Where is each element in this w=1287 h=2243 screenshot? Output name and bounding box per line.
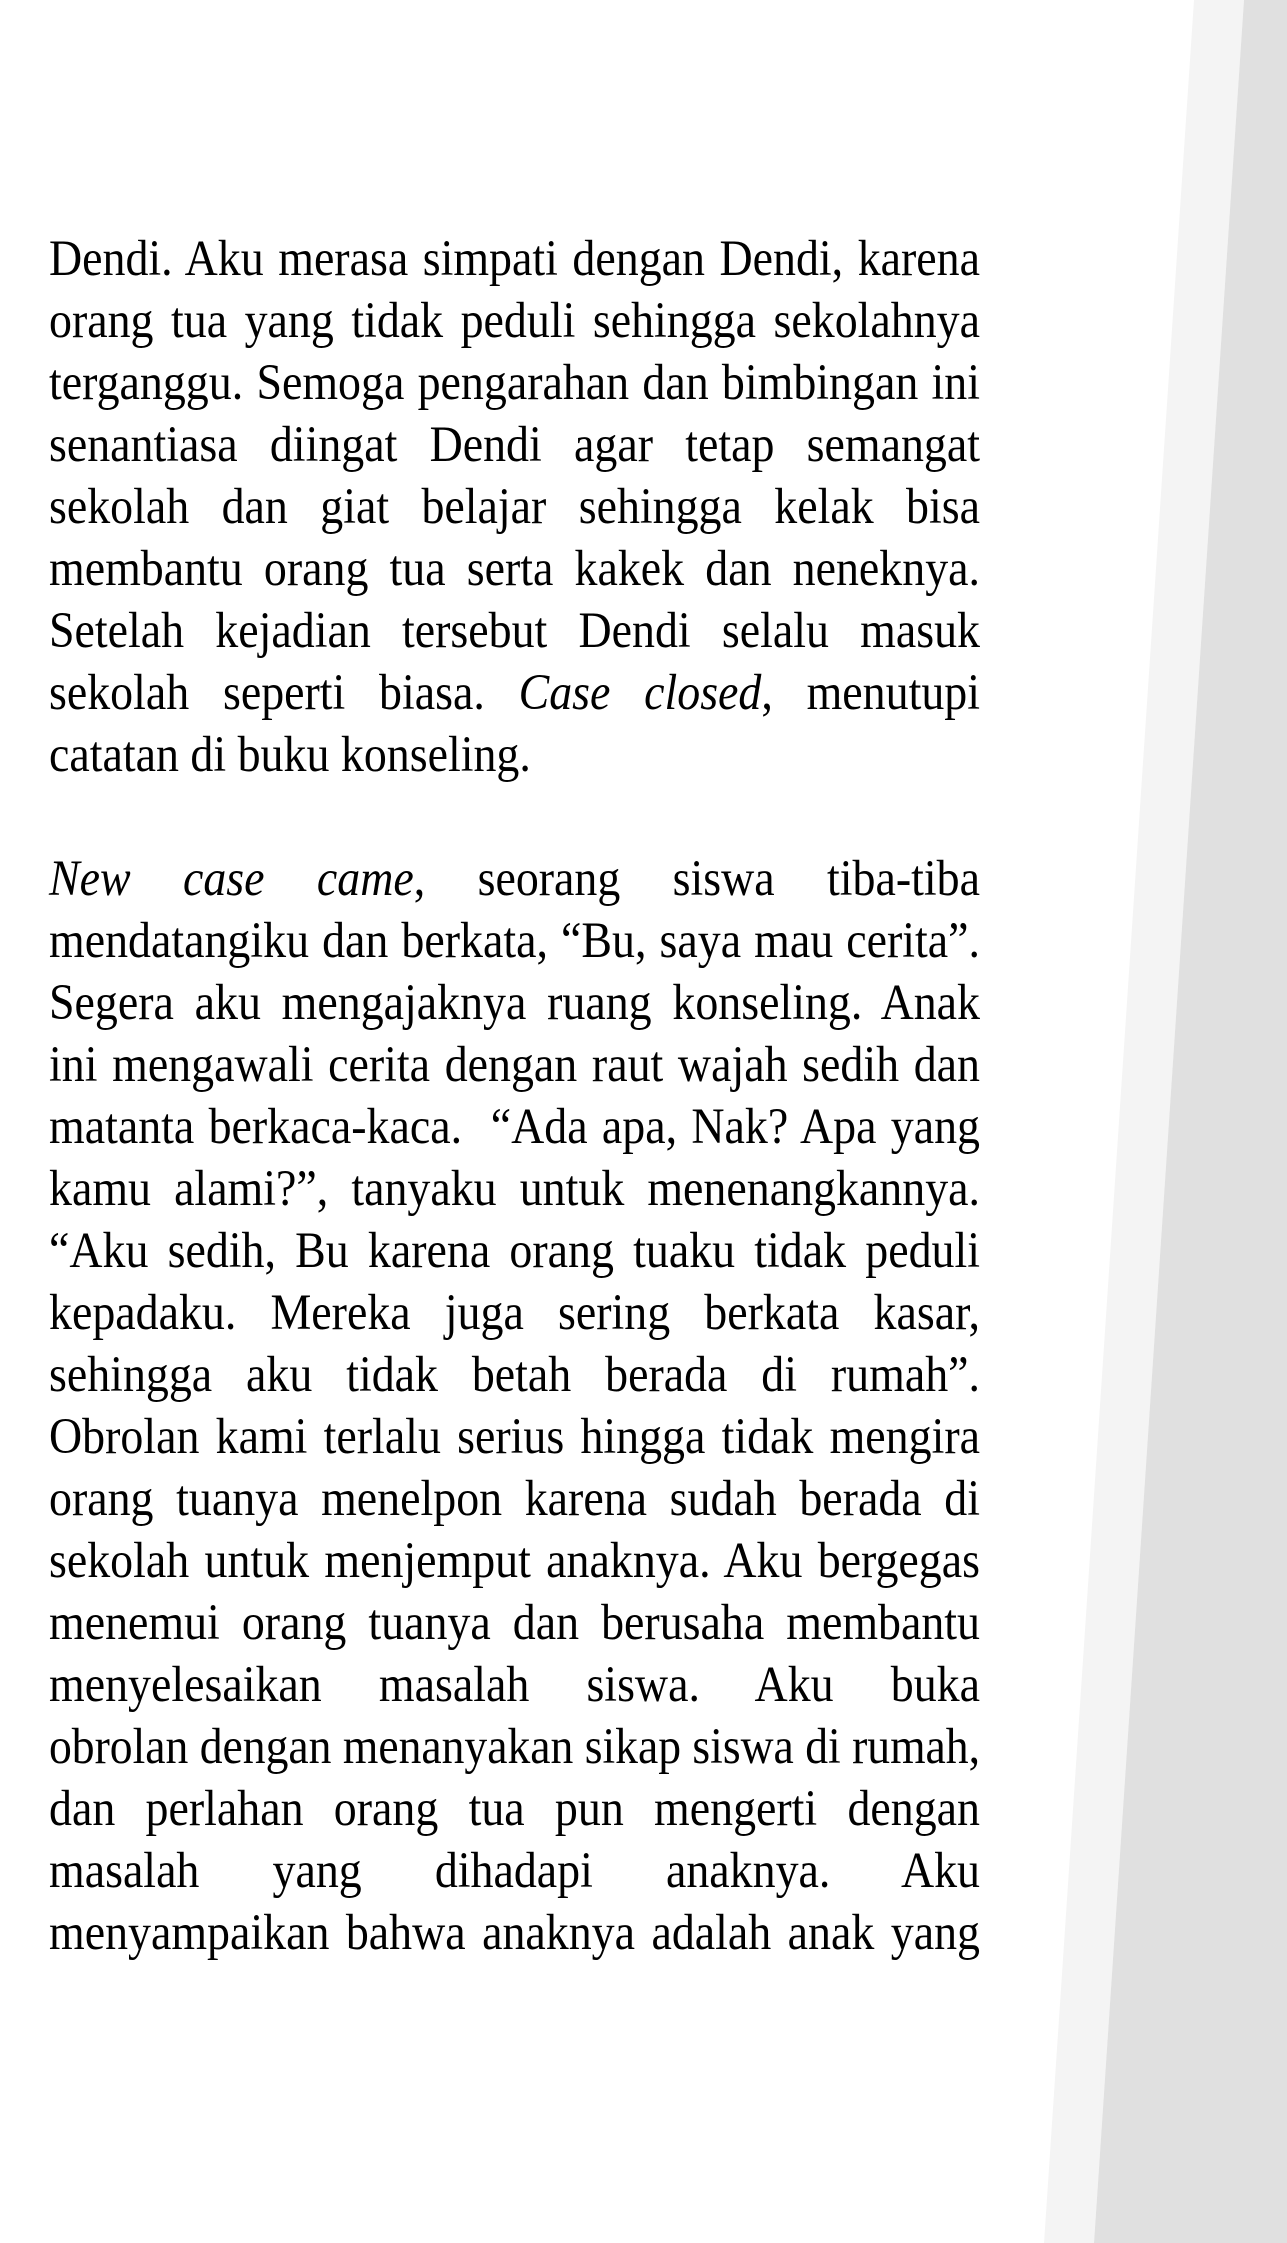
text-segment: dan perlahan orang tua pun mengerti dengan (49, 1781, 980, 1837)
text-segment: kepadaku. Mereka juga sering berkata kasar, (49, 1285, 980, 1341)
italic-text: Case closed (518, 665, 762, 721)
text-line (49, 1778, 980, 1840)
italic-text: New case came (49, 851, 414, 907)
text-line (49, 1282, 980, 1344)
text-line (49, 1406, 980, 1468)
paragraph (49, 848, 980, 1964)
text-segment: ini mengawali cerita dengan raut wajah sedih dan (49, 1037, 980, 1093)
text-line-content (49, 228, 980, 290)
text-segment: masalah yang dihadapi anaknya. Aku (49, 1843, 980, 1899)
text-line-content (49, 910, 980, 972)
text-segment: Dendi. Aku merasa simpati dengan Dendi, karena (49, 231, 980, 287)
text-line-content (49, 1158, 980, 1220)
text-line (49, 910, 980, 972)
text-segment: terganggu. Semoga pengarahan dan bimbingan ini (49, 355, 980, 411)
text-line (49, 352, 980, 414)
text-line-content (49, 972, 980, 1034)
text-line (49, 662, 980, 724)
text-line (49, 228, 980, 290)
text-line (49, 1654, 980, 1716)
text-line-content (49, 1220, 980, 1282)
text-line-content (49, 662, 980, 724)
text-segment: catatan di buku konseling. (49, 727, 531, 783)
text-line-content (49, 352, 980, 414)
text-line-content (49, 1096, 980, 1158)
text-line (49, 1034, 980, 1096)
text-line (49, 1158, 980, 1220)
text-line-content (49, 414, 980, 476)
text-line-content (49, 1034, 980, 1096)
text-line (49, 1592, 980, 1654)
text-line-content (49, 848, 980, 910)
text-line (49, 290, 980, 352)
text-line-content (49, 1530, 980, 1592)
text-line-content (49, 538, 980, 600)
text-line-content (49, 1344, 980, 1406)
text-line-content (49, 1406, 980, 1468)
page-edge-light-band (1044, 0, 1244, 2243)
text-line-content (49, 1778, 980, 1840)
text-segment: orang tua yang tidak peduli sehingga sekolahnya (49, 293, 980, 349)
text-line (49, 414, 980, 476)
text-line (49, 1468, 980, 1530)
text-line (49, 848, 980, 910)
text-line-content (49, 476, 980, 538)
text-line (49, 600, 980, 662)
text-line-content (49, 600, 980, 662)
text-segment: Obrolan kami terlalu serius hingga tidak mengira (49, 1409, 980, 1465)
text-line-content (49, 1840, 980, 1902)
text-line-content (49, 1654, 980, 1716)
text-line (49, 1344, 980, 1406)
text-segment: , menutupi (761, 665, 980, 721)
text-line-content (49, 724, 531, 786)
text-segment: sekolah seperti biasa. (49, 665, 519, 721)
text-line-content (49, 1716, 980, 1778)
paragraph (49, 228, 980, 786)
text-segment: sekolah untuk menjemput anaknya. Aku bergegas (49, 1533, 980, 1589)
text-segment: senantiasa diingat Dendi agar tetap semangat (49, 417, 980, 473)
text-segment: , seorang siswa tiba-tiba (413, 851, 980, 907)
text-line-content (49, 1592, 980, 1654)
text-line-content (49, 1902, 980, 1964)
text-line (49, 1530, 980, 1592)
text-segment: Segera aku mengajaknya ruang konseling. Anak (49, 975, 980, 1031)
text-segment: kamu alami?”, tanyaku untuk menenangkannya. (49, 1161, 980, 1217)
page-edge-dark-band (1094, 0, 1287, 2243)
text-line (49, 1220, 980, 1282)
text-segment: mendatangiku dan berkata, “Bu, saya mau cerita”. (49, 913, 980, 969)
text-segment: Setelah kejadian tersebut Dendi selalu masuk (49, 603, 980, 659)
text-segment: obrolan dengan menanyakan sikap siswa di rumah, (49, 1719, 981, 1775)
text-segment: “Aku sedih, Bu karena orang tuaku tidak peduli (49, 1223, 980, 1279)
text-line-content (49, 290, 980, 352)
text-line (49, 476, 980, 538)
text-line (49, 538, 980, 600)
page-body-text (49, 228, 980, 1964)
text-segment: membantu orang tua serta kakek dan neneknya. (49, 541, 980, 597)
text-line (49, 1716, 980, 1778)
text-segment: matanta berkaca-kaca. “Ada apa, Nak? Apa yang (49, 1099, 980, 1155)
text-line (49, 1840, 980, 1902)
text-line-content (49, 1282, 980, 1344)
text-segment: sehingga aku tidak betah berada di rumah”. (49, 1347, 980, 1403)
text-line (49, 724, 980, 786)
text-line (49, 1096, 980, 1158)
text-line (49, 1902, 980, 1964)
text-segment: orang tuanya menelpon karena sudah berada di (49, 1471, 980, 1527)
text-segment: menemui orang tuanya dan berusaha membantu (49, 1595, 980, 1651)
text-line-content (49, 1468, 980, 1530)
text-segment: menyelesaikan masalah siswa. Aku buka (49, 1657, 980, 1713)
text-segment: menyampaikan bahwa anaknya adalah anak yang (49, 1905, 980, 1961)
text-segment: sekolah dan giat belajar sehingga kelak bisa (49, 479, 980, 535)
text-line (49, 972, 980, 1034)
